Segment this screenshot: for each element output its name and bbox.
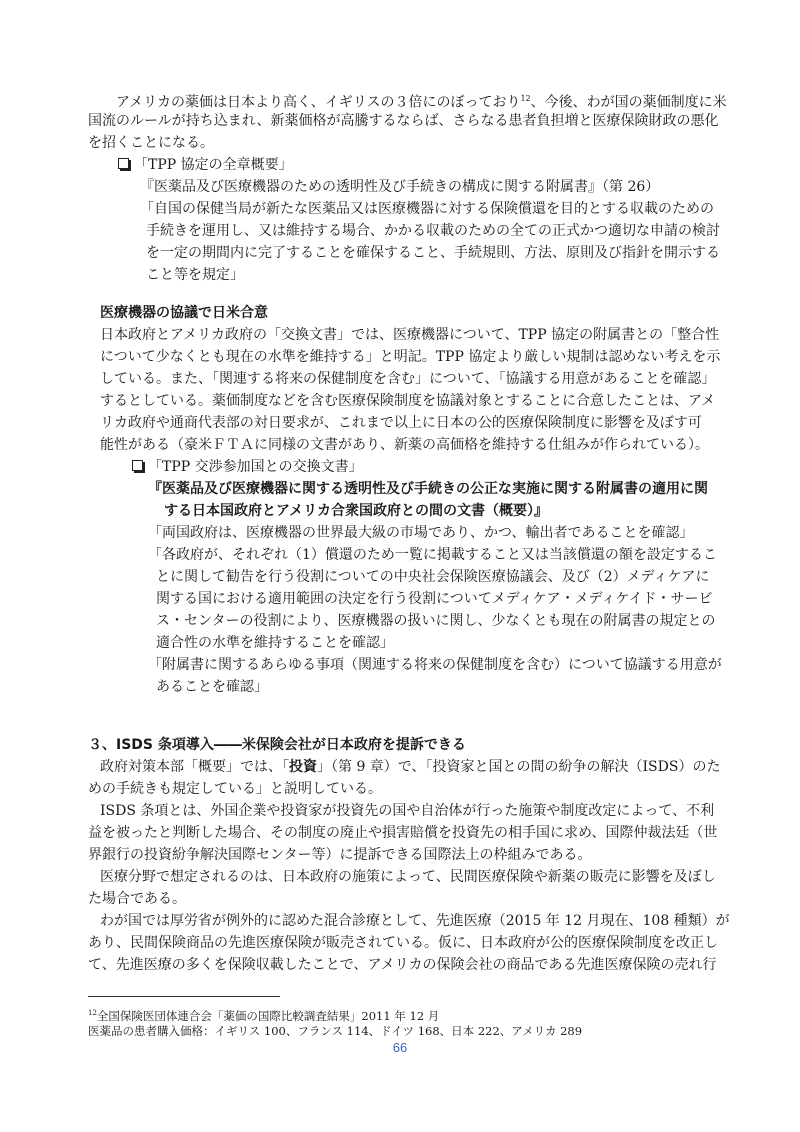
isds-p2-line-2: 益を被ったと判断した場合、その制度の廃止や損害賠償を投資先の相手国に求め、国際仲裁法廷（世: [88, 825, 718, 841]
device-line-1: 日本政府とアメリカ政府の「交換文書」では、医療機器について、TPP 協定の附属書との「整合性: [100, 327, 720, 343]
section-heading-isds: ３、ISDS 条項導入――米保険会社が日本政府を提訴できる: [88, 737, 466, 753]
isds-p4-line-1: わが国では厚労省が例外的に認めた混合診療として、先進医療（2015 年 12 月現在、108 種類）が: [100, 913, 730, 929]
isds-p3-line-1: 医療分野で想定されるのは、日本政府の施策によって、民間医療保険や新薬の販売に影響を及ぼし: [100, 869, 716, 885]
quote2-line-1: 「各政府が、それぞれ（1）償還のため一覧に掲載すること又は当該償還の額を設定するこ: [148, 547, 717, 563]
bullet-tpp-summary: 「TPP 協定の全章概要」: [118, 154, 293, 176]
isds-p3-line-2: た場合である。: [88, 891, 186, 907]
device-line-6: 能性がある（豪米ＦＴＡに同様の文書があり、新薬の高価格を維持する仕組みが作られている）。: [100, 437, 709, 453]
quote3-line-1: 「附属書に関するあらゆる事項（関連する将来の保健制度を含む）について協議する用意が: [148, 657, 722, 673]
annex-title: 『医薬品及び医療機器のための透明性及び手続きの構成に関する附属書』（第 26）: [140, 179, 660, 195]
device-line-3: している。また、「関連する将来の保健制度を含む」について、「協議する用意があることを確認」: [100, 371, 716, 387]
quote1: 「両国政府は、医療機器の世界最大級の市場であり、かつ、輸出者であることを確認」: [148, 525, 694, 541]
quote-line-2: 手続きを運用し、又は維持する場合、かかる収載のための全ての正式かつ適切な申請の検討: [146, 223, 720, 239]
doc-title-line-2: する日本国政府とアメリカ合衆国政府との間の文書（概要）』: [164, 503, 549, 519]
checkbox-bullet-icon: [132, 460, 143, 471]
isds-p2-line-1: ISDS 条項とは、外国企業や投資家が投資先の国や自治体が行った施策や制度改定によって、不利: [100, 803, 715, 819]
isds-p1-line-1: 政府対策本部「概要」では、「投資」（第 9 章）で、「投資家と国との間の紛争の解決（ISDS）のた: [100, 759, 721, 775]
quote2-line-4: ス・センターの役割により、医療機器の扱いに関し、少なくとも現在の附属書の規定との: [156, 613, 716, 629]
isds-p4-line-2: あり、民間保険商品の先進医療保険が販売されている。仮に、日本政府が公的医療保険制度を改正し: [88, 935, 718, 951]
device-line-5: リカ政府や通商代表部の対日要求が、これまで以上に日本の公的医療保険制度に影響を及ぼす可: [100, 415, 702, 431]
isds-p4-line-3: て、先進医療の多くを保険収載したことで、アメリカの保険会社の商品である先進医療保険の売れ行: [88, 957, 717, 973]
page-number: 66: [392, 1040, 408, 1055]
section-heading-devices: 医療機器の協議で日米合意: [100, 305, 268, 321]
isds-p2-line-3: 界銀行の投資紛争解決国際センター等）に提訴できる国際法上の枠組みである。: [88, 847, 592, 863]
quote2-line-2: とに関して勧告を行う役割についての中央社会保険医療協議会、及び（2）メディケアに: [156, 569, 710, 585]
intro-line-1: アメリカの薬価は日本より高く、イギリスの３倍にのぼっており$^{12}$、今後、わが国の薬価制度に米: [116, 94, 727, 111]
device-line-4: するとしている。薬価制度などを含む医療保険制度を協議対象とすることに合意したことは、アメ: [100, 393, 716, 409]
checkbox-bullet-icon: [118, 158, 129, 169]
device-line-2: について少なくとも現在の水準を維持する」と明記。TPP 協定より厳しい規制は認めない考えを示: [100, 349, 721, 365]
footnote-line-1: $^{12}$全国保険医団体連合会「薬価の国際比較調査結果」2011 年 12 月: [88, 1008, 440, 1023]
quote-line-1: 「自国の保健当局が新たな医薬品又は医療機器に対する保険償還を目的とする収載のための: [140, 201, 714, 217]
intro-line-2: 国流のルールが持ち込まれ、新薬価格が高騰するならば、さらなる患者負担増と医療保険財政の悪化: [88, 113, 719, 129]
footnote-separator: [88, 996, 280, 997]
doc-title-line-1: 『医薬品及び医療機器に関する透明性及び手続きの公正な実施に関する附属書の適用に関: [148, 481, 708, 497]
footnote-ref[interactable]: 12: [520, 94, 531, 103]
quote-line-3: を一定の期間内に完了することを確保すること、手続規則、方法、原則及び指針を開示する: [146, 245, 720, 261]
quote2-line-3: 関する国における適用範囲の決定を行う役割についてメディケア・メディケイド・サービ: [156, 591, 713, 607]
intro-line-3: を招くことになる。: [88, 135, 214, 151]
isds-p1-line-2: めの手続きも規定している」と説明している。: [88, 781, 382, 797]
quote-line-4: こと等を規定」: [146, 267, 244, 283]
quote3-line-2: あることを確認」: [156, 679, 268, 695]
footnote-line-2: 医薬品の患者購入価格：イギリス 100、フランス 114、ドイツ 168、日本 222、アメリカ 289: [88, 1024, 583, 1038]
bullet-exchange-docs: 「TPP 交渉参加国との交換文書」: [132, 456, 363, 478]
quote2-line-5: 適合性の水準を維持することを確認」: [156, 635, 394, 651]
